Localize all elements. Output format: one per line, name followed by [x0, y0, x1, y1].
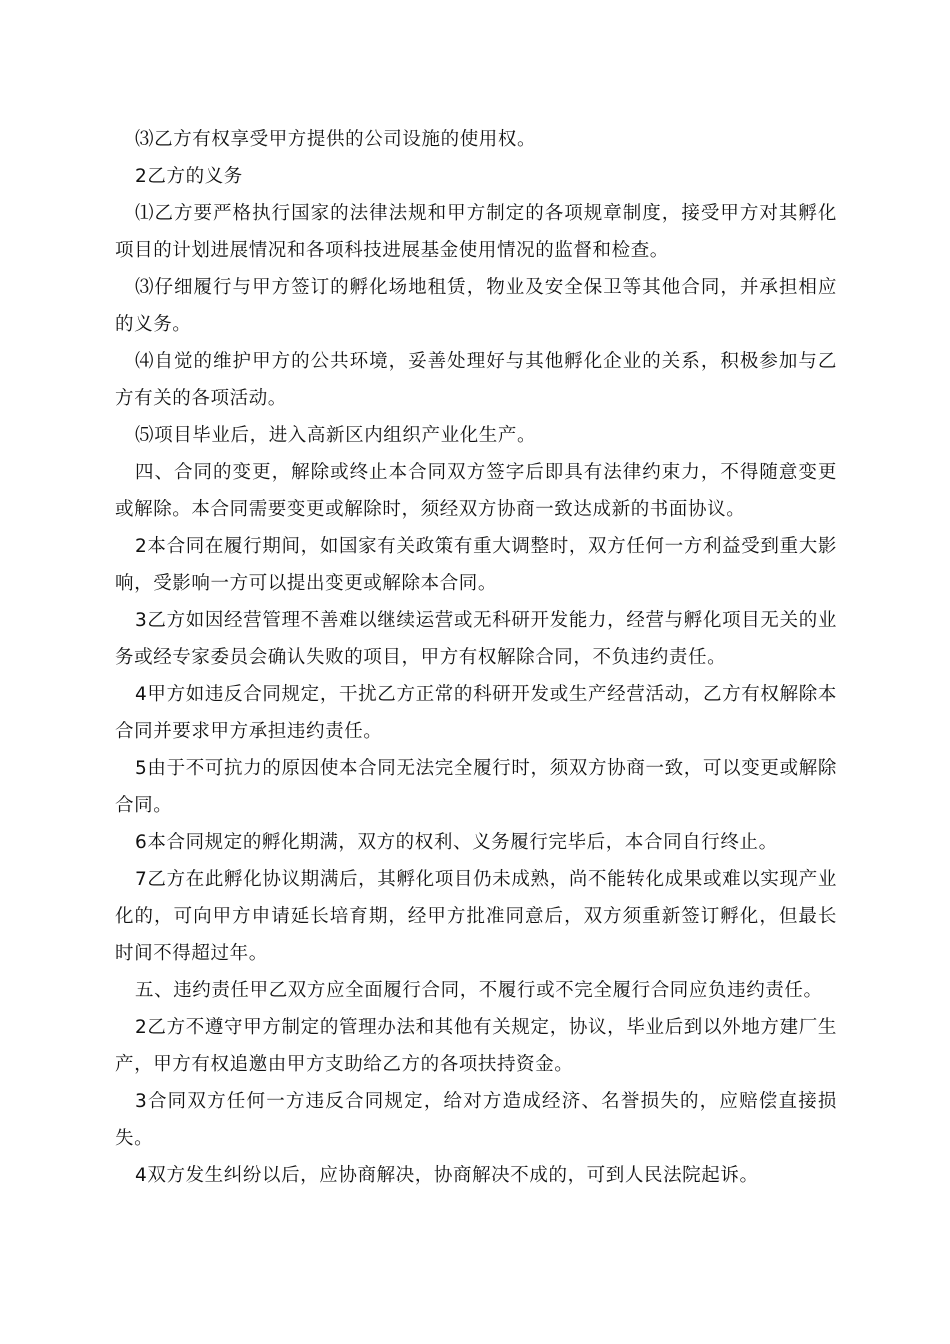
document-body	[115, 121, 837, 1194]
paragraph: 2乙方不遵守甲方制定的管理办法和其他有关规定，协议，毕业后到以外地方建厂生产，甲方有权追邀由甲方支助给乙方的各项扶持资金。	[115, 1017, 837, 1075]
paragraph: ⑷自觉的维护甲方的公共环境，妥善处理好与其他孵化企业的关系，积极参加与乙方有关的各项活动。	[115, 351, 837, 409]
paragraph: 5由于不可抗力的原因使本合同无法完全履行时，须双方协商一致，可以变更或解除合同。	[115, 758, 837, 816]
paragraph: ⑴乙方要严格执行国家的法律法规和甲方制定的各项规章制度，接受甲方对其孵化项目的计划进展情况和各项科技进展基金使用情况的监督和检查。	[115, 203, 837, 261]
paragraph: 2乙方的义务	[135, 166, 243, 187]
paragraph: 3合同双方任何一方违反合同规定，给对方造成经济、名誉损失的，应赔偿直接损失。	[115, 1091, 837, 1149]
paragraph: 6本合同规定的孵化期满，双方的权利、义务履行完毕后，本合同自行终止。	[135, 832, 778, 853]
paragraph: 2本合同在履行期间，如国家有关政策有重大调整时，双方任何一方利益受到重大影响，受影响一方可以提出变更或解除本合同。	[115, 536, 837, 594]
section-heading-paragraph: 五、违约责任甲乙双方应全面履行合同，不履行或不完全履行合同应负违约责任。	[135, 980, 823, 1001]
paragraph: 4双方发生纠纷以后，应协商解决，协商解决不成的，可到人民法院起诉。	[135, 1165, 759, 1186]
paragraph: 7乙方在此孵化协议期满后，其孵化项目仍未成熟，尚不能转化成果或难以实现产业化的，可向甲方申请延长培育期，经甲方批准同意后，双方须重新签订孵化，但最长时间不得超过年。	[115, 869, 837, 964]
paragraph: ⑸项目毕业后，进入高新区内组织产业化生产。	[135, 425, 537, 446]
paragraph: ⑶仔细履行与甲方签订的孵化场地租赁，物业及安全保卫等其他合同，并承担相应的义务。	[115, 277, 837, 335]
paragraph: ⑶乙方有权享受甲方提供的公司设施的使用权。	[135, 129, 537, 150]
paragraph: 4甲方如违反合同规定，干扰乙方正常的科研开发或生产经营活动，乙方有权解除本合同并要求甲方承担违约责任。	[115, 684, 837, 742]
section-heading-paragraph: 四、合同的变更，解除或终止本合同双方签字后即具有法律约束力，不得随意变更或解除。本合同需要变更或解除时，须经双方协商一致达成新的书面协议。	[115, 462, 837, 520]
paragraph: 3乙方如因经营管理不善难以继续运营或无科研开发能力，经营与孵化项目无关的业务或经专家委员会确认失败的项目，甲方有权解除合同，不负违约责任。	[115, 610, 837, 668]
